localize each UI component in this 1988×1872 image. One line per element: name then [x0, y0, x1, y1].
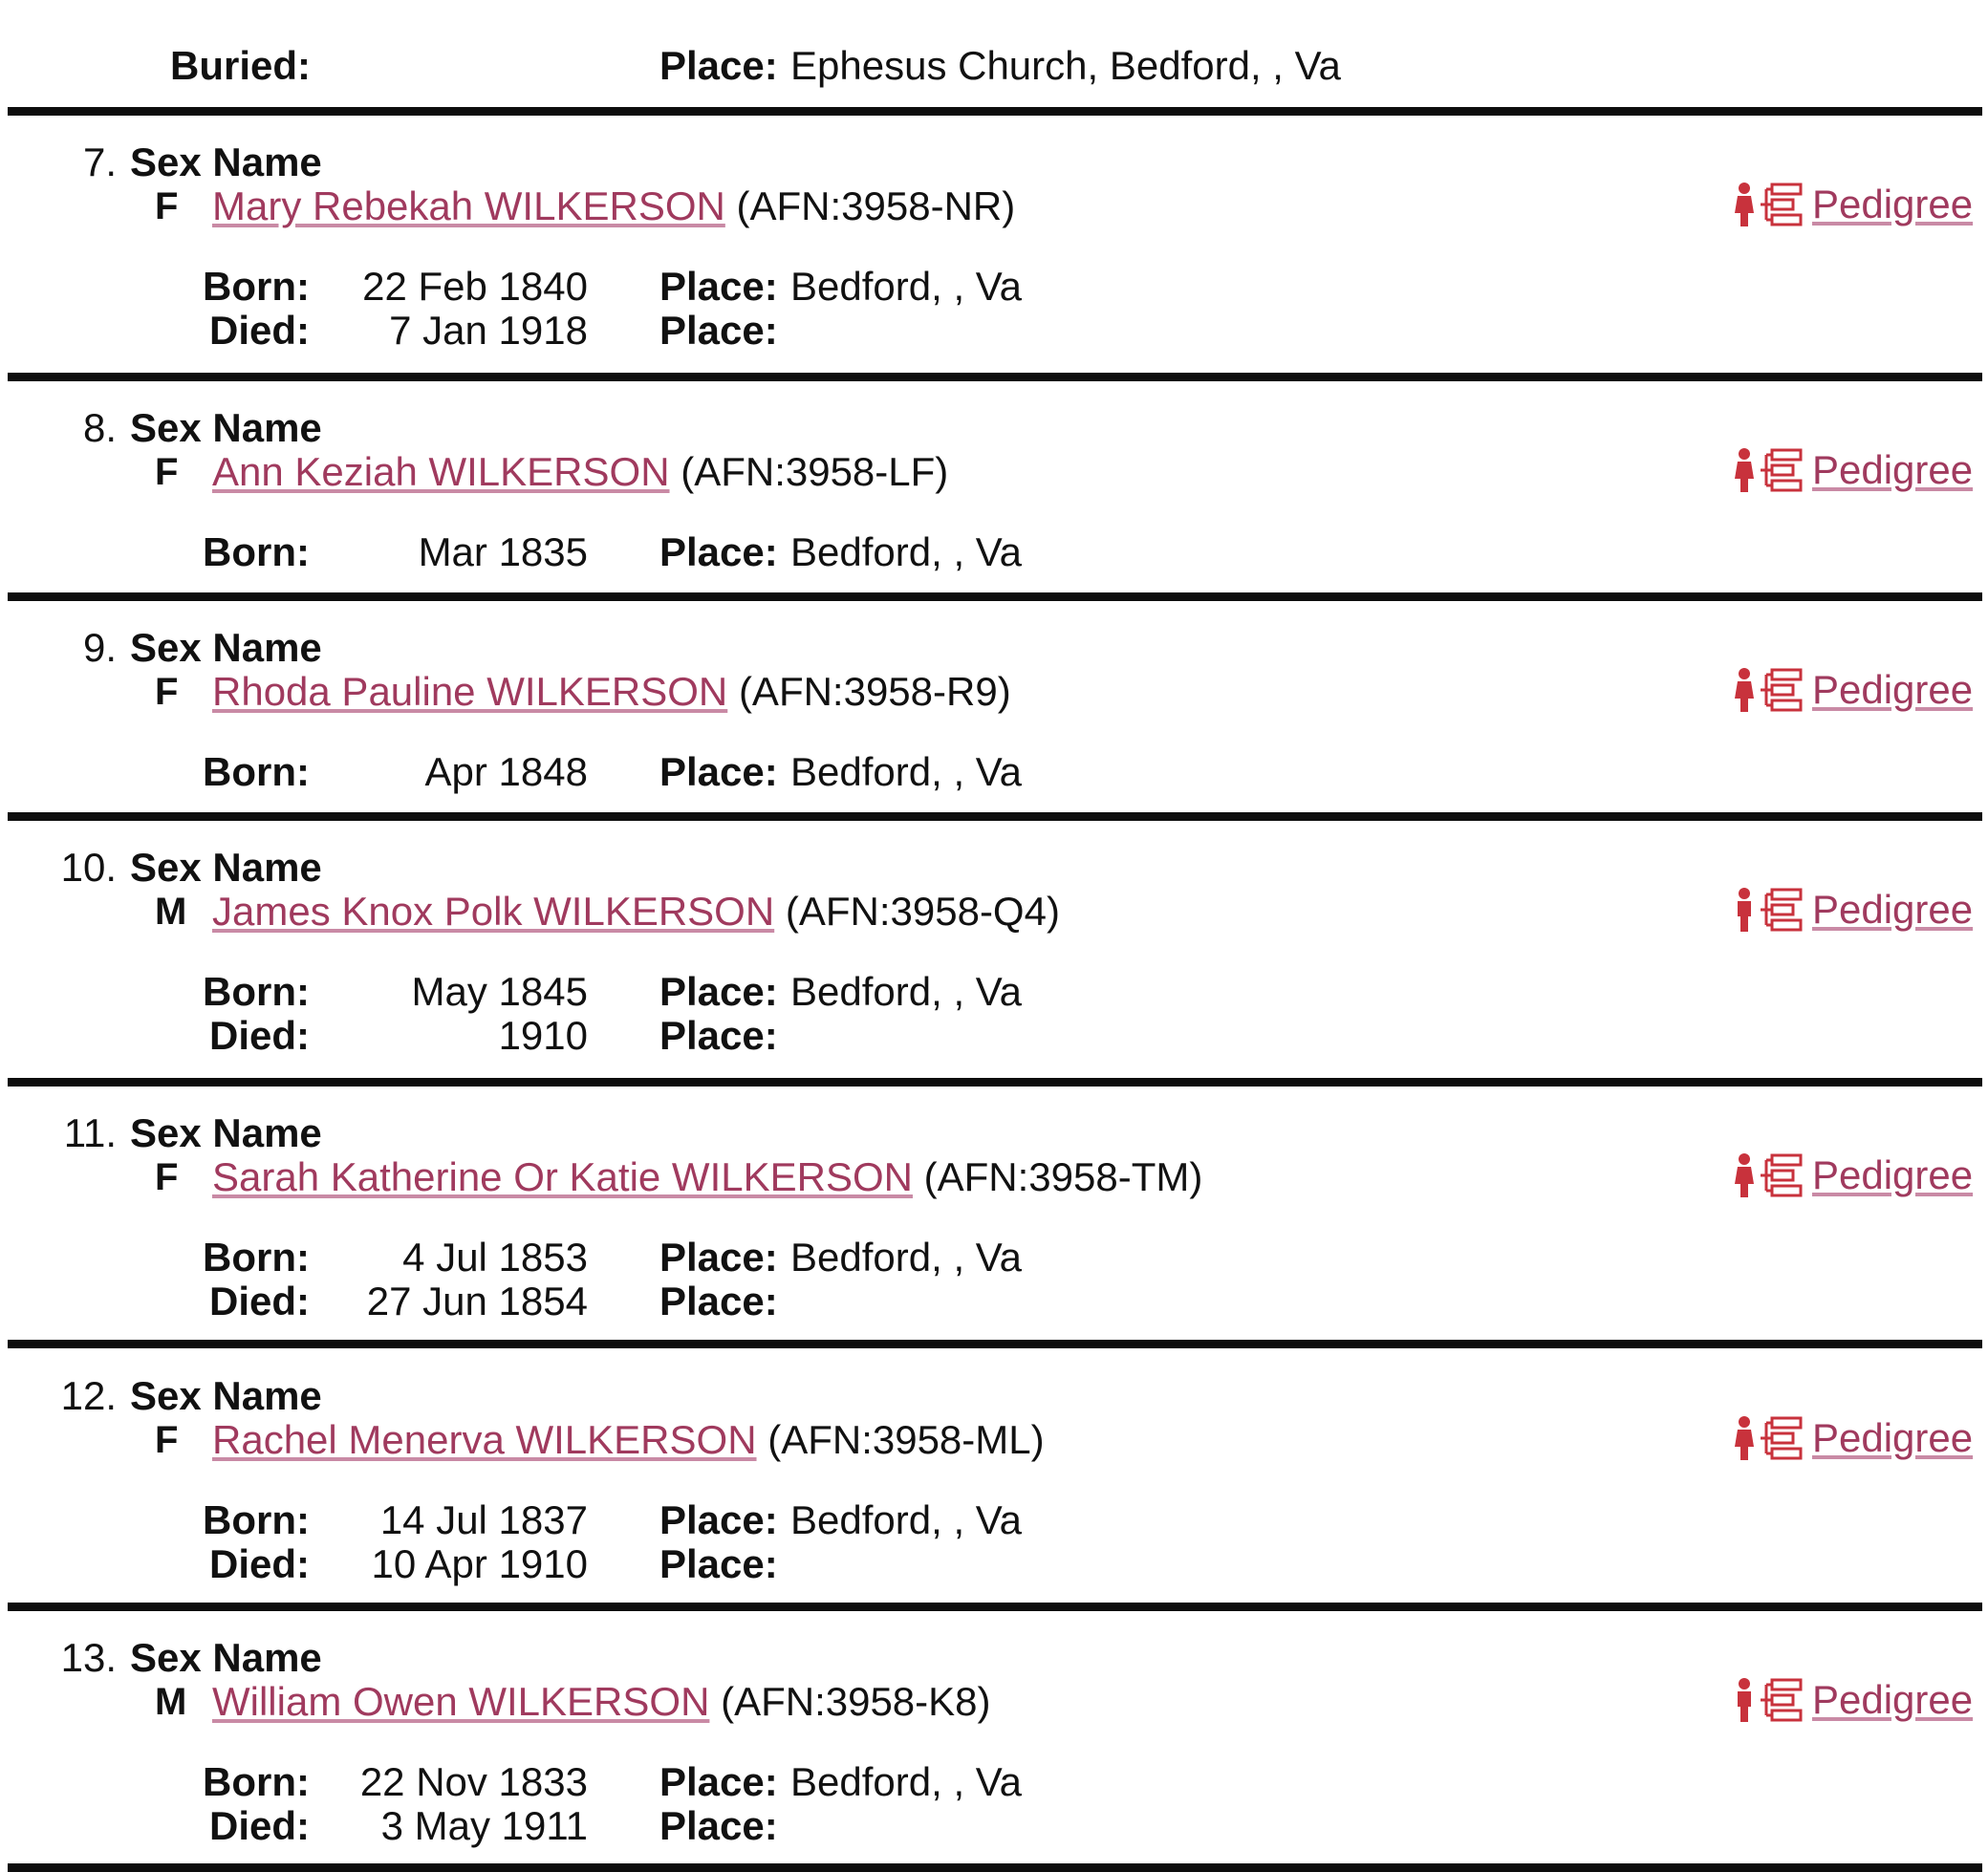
born-place-value: Bedford, , Va: [790, 1759, 1023, 1804]
died-label: Died:: [209, 1279, 310, 1323]
died-place-label: Place:: [659, 1541, 778, 1586]
pedigree-link[interactable]: Pedigree: [1812, 667, 1974, 712]
person-name-link[interactable]: Rachel Menerva WILKERSON: [212, 1417, 757, 1462]
born-place-value: Bedford, , Va: [790, 969, 1023, 1014]
female-person-icon: [1732, 1151, 1759, 1199]
died-place-label: Place:: [659, 308, 778, 353]
sex-value: M: [155, 891, 187, 933]
born-place-value: Bedford, , Va: [790, 529, 1023, 574]
sex-value: F: [155, 451, 179, 493]
died-label: Died:: [209, 1803, 310, 1848]
born-date: 22 Feb 1840: [362, 264, 588, 309]
person-name-row: [212, 889, 1060, 935]
afn-id: (AFN:3958-TM): [923, 1154, 1203, 1199]
died-label: Died:: [209, 1541, 310, 1586]
separator-rule: [8, 592, 1982, 601]
born-label: Born:: [203, 1497, 310, 1542]
afn-id: (AFN:3958-NR): [736, 183, 1016, 228]
sex-name-header: Sex Name: [130, 1373, 322, 1418]
separator-rule: [8, 1340, 1982, 1348]
sex-value: F: [155, 1156, 179, 1198]
entry-number: 11.: [63, 1110, 117, 1155]
person-name-row: [212, 669, 1011, 715]
separator-rule: [8, 812, 1982, 821]
person-name-row: [212, 1154, 1202, 1200]
died-date: 7 Jan 1918: [389, 308, 588, 353]
born-label: Born:: [203, 749, 310, 794]
female-person-icon: [1732, 1414, 1759, 1462]
born-place-value: Bedford, , Va: [790, 749, 1023, 794]
separator-rule: [8, 1078, 1982, 1087]
pedigree-tree-icon[interactable]: [1759, 446, 1812, 494]
person-name-link[interactable]: Mary Rebekah WILKERSON: [212, 183, 725, 228]
born-date: 22 Nov 1833: [359, 1759, 588, 1804]
person-name-link[interactable]: Sarah Katherine Or Katie WILKERSON: [212, 1154, 913, 1199]
died-place-label: Place:: [659, 1803, 778, 1848]
sex-name-header: Sex Name: [130, 405, 322, 450]
died-label: Died:: [209, 1013, 310, 1058]
born-place-label: Place:: [659, 1759, 778, 1804]
person-name-row: [212, 183, 1015, 229]
pedigree-link[interactable]: Pedigree: [1812, 182, 1974, 226]
born-place-label: Place:: [659, 264, 778, 309]
born-date: 4 Jul 1853: [402, 1235, 588, 1280]
sex-value: F: [155, 185, 179, 227]
died-date: 3 May 1911: [380, 1803, 588, 1848]
born-date: Mar 1835: [418, 529, 588, 574]
pedigree-link[interactable]: Pedigree: [1812, 1152, 1974, 1197]
pedigree-link-group[interactable]: [1732, 1673, 1982, 1727]
separator-rule: [8, 107, 1982, 116]
pedigree-link-group[interactable]: [1732, 663, 1982, 717]
pedigree-tree-icon[interactable]: [1759, 1676, 1812, 1724]
buried-label: Buried:: [170, 43, 311, 88]
died-label: Died:: [209, 308, 310, 353]
pedigree-tree-icon[interactable]: [1759, 886, 1812, 934]
entry-number: 7.: [82, 140, 117, 184]
sex-value: M: [155, 1681, 187, 1723]
entry-number: 9.: [82, 625, 117, 670]
afn-id: (AFN:3958-Q4): [785, 889, 1060, 934]
separator-rule: [8, 1863, 1982, 1872]
sex-name-header: Sex Name: [130, 1110, 322, 1155]
sex-name-header: Sex Name: [130, 845, 322, 890]
born-label: Born:: [203, 969, 310, 1014]
pedigree-link-group[interactable]: [1732, 1149, 1982, 1202]
separator-rule: [8, 1603, 1982, 1611]
born-label: Born:: [203, 264, 310, 309]
born-place-value: Bedford, , Va: [790, 264, 1023, 309]
pedigree-tree-icon[interactable]: [1759, 666, 1812, 714]
person-name-row: [212, 449, 948, 495]
person-name-row: [212, 1417, 1045, 1463]
sex-name-header: Sex Name: [130, 625, 322, 670]
sex-name-header: Sex Name: [130, 1635, 322, 1680]
born-place-label: Place:: [659, 1235, 778, 1280]
person-name-link[interactable]: Rhoda Pauline WILKERSON: [212, 669, 728, 714]
died-place-label: Place:: [659, 1013, 778, 1058]
pedigree-link[interactable]: Pedigree: [1812, 1677, 1974, 1722]
sex-value: F: [155, 1419, 179, 1461]
sex-name-header: Sex Name: [130, 140, 322, 184]
buried-place-value: Ephesus Church, Bedford, , Va: [790, 43, 1341, 88]
afn-id: (AFN:3958-R9): [738, 669, 1011, 714]
entry-number: 10.: [60, 845, 117, 890]
born-place-label: Place:: [659, 529, 778, 574]
entry-number: 8.: [82, 405, 117, 450]
born-place-label: Place:: [659, 969, 778, 1014]
pedigree-link-group[interactable]: [1732, 1411, 1982, 1465]
pedigree-tree-icon[interactable]: [1759, 1414, 1812, 1462]
entry-number: 12.: [60, 1373, 117, 1418]
born-label: Born:: [203, 1759, 310, 1804]
person-name-link[interactable]: William Owen WILKERSON: [212, 1679, 710, 1724]
died-place-label: Place:: [659, 1279, 778, 1323]
person-name-link[interactable]: Ann Keziah WILKERSON: [212, 449, 670, 494]
pedigree-link-group[interactable]: [1732, 443, 1982, 497]
born-place-label: Place:: [659, 749, 778, 794]
pedigree-link-group[interactable]: [1732, 178, 1982, 231]
died-date: 27 Jun 1854: [366, 1279, 588, 1323]
entry-number: 13.: [60, 1635, 117, 1680]
born-date: Apr 1848: [424, 749, 588, 794]
person-name-row: [212, 1679, 991, 1725]
born-place-label: Place:: [659, 1497, 778, 1542]
afn-id: (AFN:3958-K8): [721, 1679, 991, 1724]
born-label: Born:: [203, 529, 310, 574]
pedigree-link[interactable]: Pedigree: [1812, 447, 1974, 492]
pedigree-tree-icon[interactable]: [1759, 181, 1812, 228]
pedigree-tree-icon[interactable]: [1759, 1151, 1812, 1199]
born-label: Born:: [203, 1235, 310, 1280]
female-person-icon: [1732, 181, 1759, 228]
pedigree-link[interactable]: Pedigree: [1812, 1415, 1974, 1460]
born-place-value: Bedford, , Va: [790, 1497, 1023, 1542]
person-name-link[interactable]: James Knox Polk WILKERSON: [212, 889, 775, 934]
died-date: 10 Apr 1910: [371, 1541, 588, 1586]
pedigree-link[interactable]: Pedigree: [1812, 887, 1974, 932]
separator-rule: [8, 373, 1982, 381]
female-person-icon: [1732, 446, 1759, 494]
born-place-value: Bedford, , Va: [790, 1235, 1023, 1280]
buried-place-label: Place:: [659, 43, 778, 88]
died-date: 1910: [498, 1013, 588, 1058]
afn-id: (AFN:3958-ML): [767, 1417, 1045, 1462]
afn-id: (AFN:3958-LF): [681, 449, 949, 494]
pedigree-link-group[interactable]: [1732, 883, 1982, 936]
female-person-icon: [1732, 666, 1759, 714]
male-person-icon: [1732, 1676, 1759, 1724]
born-date: 14 Jul 1837: [379, 1497, 588, 1542]
born-date: May 1845: [411, 969, 588, 1014]
male-person-icon: [1732, 886, 1759, 934]
sex-value: F: [155, 671, 179, 713]
